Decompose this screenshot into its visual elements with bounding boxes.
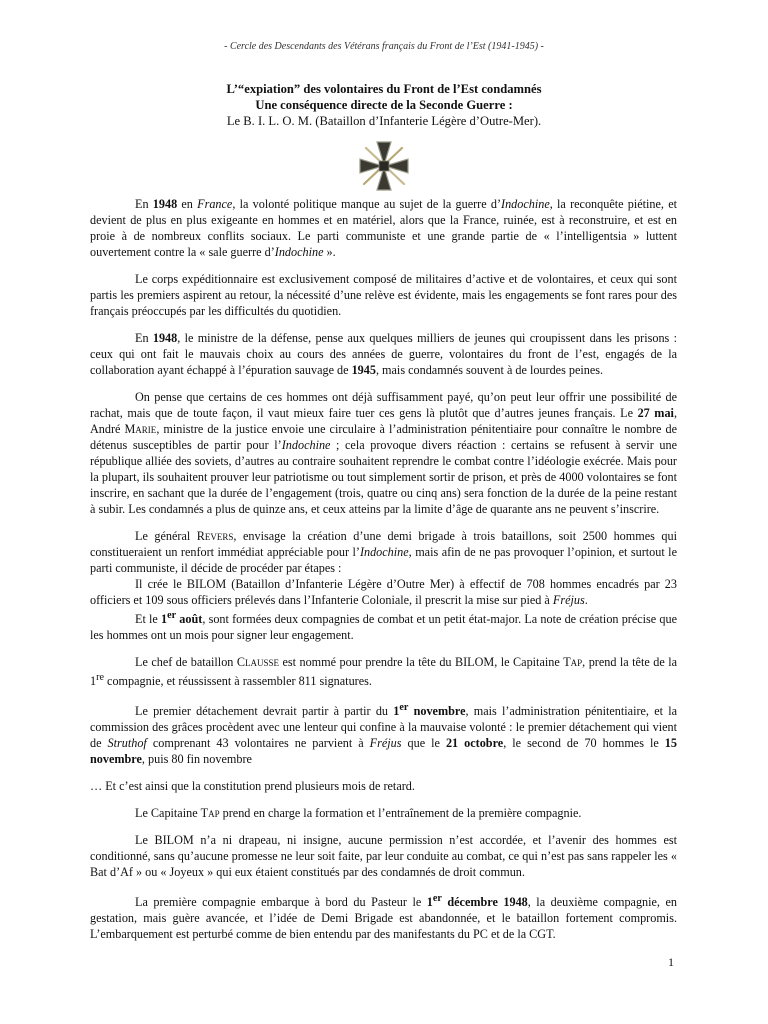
text-run: Il crée le BILOM (Bataillon d’Infanterie Légère d’Outre Mer) à effectif de 708 hommes encadrés par 23 officiers et 109 sous officiers prélevés dans l’Infanterie Coloniale, il prescrit la mise sur pied à <box>90 577 677 607</box>
text-run: , mais l’administration pénitentiaire, et la commission des grâces procèdent avec une lenteur qui confine à la mauvaise volonté : le premier détachement qui vient de <box>90 704 677 751</box>
text-run: Et le <box>135 612 161 627</box>
text-run: Le Capitaine <box>135 806 201 821</box>
title-line-3: Le B. I. L. O. M. (Bataillon d’Infanterie Légère d’Outre-Mer). <box>226 114 542 128</box>
place-text: Indochine <box>359 545 409 559</box>
year-text: 1948 <box>152 197 178 211</box>
date-month: décembre 1948 <box>441 895 528 910</box>
text-run: est nommé pour prendre la tête du BILOM, le Capitaine <box>279 655 564 670</box>
paragraph-9 <box>90 700 677 767</box>
text-run: Le général <box>135 529 197 543</box>
paragraph-10: … Et c’est ainsi que la constitution prend plusieurs mois de retard. <box>90 779 415 794</box>
page-header: - Cercle des Descendants des Vétérans français du Front de l’Est (1941-1945) - <box>224 41 544 52</box>
place-text: Indochine <box>501 197 550 211</box>
place-text: Fréjus <box>552 593 585 607</box>
paragraph-12: Le BILOM n’a ni drapeau, ni insigne, aucune permission n’est accordée, et l’avenir des hommes est conditionné, sans qu’aucune promesse ne leur soit faite, par leur conduite au combat, ce qui n’est pas sans rappeler les « Bat d’Af » ou « Joyeux » qui eux étaient constitués par des condamnés de droit commun. <box>90 833 677 880</box>
paragraph-4 <box>90 389 677 517</box>
text-run: , la volonté politique manque au sujet de la guerre d’ <box>232 197 502 211</box>
person-name: Tap <box>563 655 583 670</box>
date-month: août <box>176 612 203 627</box>
text-run: , la deuxième compagnie, en gestation, mais guère avancée, et l’idée de Demi Brigade est abandonnée, et le bataillon fortement compromis. L’embarquement est perturbé comme de bien entendu par des manifestants du PC et de la CGT. <box>90 895 677 942</box>
text-run: prend en charge la formation et l’entraînement de la première compagnie. <box>219 806 582 821</box>
text-run: , André <box>90 406 677 436</box>
ordinal-suffix: re <box>96 672 104 684</box>
ordinal-suffix: er <box>399 702 409 714</box>
page-number: 1 <box>668 955 674 969</box>
text-run: On pense que certains de ces hommes ont déjà suffisamment payé, qu’on peut leur offrir une possibilité de rachat, mais que de toute façon, il vaut mieux faire tuer ces gens là plutôt que d’autres jeunes français. Le <box>90 390 677 420</box>
date-number: 1 <box>393 704 400 719</box>
paragraph-5 <box>90 528 677 576</box>
text-run: , prend la tête de la 1 <box>90 655 678 689</box>
place-text: Struthof <box>107 736 147 751</box>
place-text: France <box>197 197 233 211</box>
paragraph-7 <box>90 608 677 643</box>
title-line-1: L’“expiation” des volontaires du Front de l’Est condamnés <box>226 82 542 96</box>
title-line-2: Une conséquence directe de la Seconde Guerre : <box>255 98 513 112</box>
person-name: Clausse <box>236 655 279 670</box>
paragraph-11 <box>90 805 677 821</box>
person-name: Revers <box>196 529 234 543</box>
text-run: , mais afin de ne pas provoquer l’opinion, et surtout le parti communiste, il décide de procéder par étapes : <box>90 545 677 575</box>
text-run: , mais condamnés souvent à de lourdes peines. <box>375 363 604 377</box>
text-run: , sont formées deux compagnies de combat et un petit état-major. La note de création précise que les hommes ont un mois pour signer leur engagement. <box>90 612 677 643</box>
text-run: compagnie, et réussissent à rassembler 811 signatures. <box>103 674 372 689</box>
paragraph-8 <box>90 654 677 689</box>
place-text: Indochine <box>281 438 331 452</box>
date-text: 27 mai <box>637 406 674 420</box>
place-text: Indochine <box>274 245 324 259</box>
place-text: Fréjus <box>369 736 402 751</box>
year-text: 1945 <box>351 363 376 377</box>
paragraph-2: Le corps expéditionnaire est exclusivement composé de militaires d’active et de volontaires, et ceux qui sont partis les premiers aspirent au retour, la nécessité d’une relève est évidente, mais les engagements se font rares pour des français préoccupés par les difficultés du quotidien. <box>90 272 677 318</box>
ordinal-suffix: er <box>167 610 177 621</box>
text-run: La première compagnie embarque à bord du Pasteur le <box>135 895 427 910</box>
paragraph-1 <box>90 196 677 260</box>
document-title <box>0 81 768 129</box>
text-run: ». <box>323 245 336 259</box>
date-text: 15 novembre <box>90 736 677 767</box>
date-text: 21 octobre <box>445 736 504 751</box>
text-run: comprenant 43 volontaires ne parvient à <box>146 736 370 751</box>
date-number: 1 <box>426 895 433 910</box>
text-run: En <box>135 331 153 345</box>
person-name: Tap <box>200 806 220 821</box>
person-name: Marie <box>124 422 157 436</box>
text-run: . <box>584 593 588 607</box>
date-text <box>161 612 202 626</box>
text-run: , le ministre de la défense, pense aux quelques milliers de jeunes qui croupissent dans les prisons : ceux qui ont fait le mauvais choix au cours des années de guerre, volontaires du front de l’est, engagés de la collaboration ayant échappé à l’épuration sauvage de <box>90 331 677 377</box>
text-run: , la reconquête piétine, et devient de plus en plus exigeante en hommes et en matériel, alors que la France, ruinée, est à reconstruire, et est en proie à de nombreux conflits sociaux. Le parti communiste et une grande partie de « l’intelligentsia » luttent ouvertement contre la « sale guerre d’ <box>90 197 677 259</box>
paragraph-13 <box>90 891 677 942</box>
text-run: Le premier détachement devrait partir à partir du <box>135 704 394 719</box>
text-run: En <box>135 197 153 211</box>
date-text <box>393 704 465 718</box>
date-month: novembre <box>408 704 466 719</box>
year-text: 1948 <box>152 331 178 345</box>
text-run: , puis 80 fin novembre <box>141 752 252 767</box>
document-body <box>90 196 677 953</box>
date-text <box>427 895 528 909</box>
text-run: Le chef de bataillon <box>135 655 237 670</box>
text-run: , le second de 70 hommes le <box>503 736 665 751</box>
date-number: 1 <box>161 612 168 627</box>
paragraph-3 <box>90 330 677 378</box>
ordinal-suffix: er <box>432 893 442 905</box>
text-run: , ministre de la justice envoie une circulaire à l’administration pénitentiaire pour connaître le nombre de détenus susceptibles de partir pour l’ <box>90 422 677 452</box>
iron-cross-icon <box>358 140 410 192</box>
text-run: , envisage la création d’une demi brigade à trois bataillons, soit 2500 hommes qui constitueraient un renfort immédiat appréciable pour l’ <box>90 529 677 559</box>
text-run: ; cela provoque divers réaction : certains se refusent à servir une république alliée des soviets, d’autres au contraire souhaitent reprendre le combat contre l’idéologie exécrée. Mais pour la plupart, ils souhaitent prouver leur patriotisme ou tout simplement sortir de prison, et près de 4000 volontaires se font inscrire, en sachant que la durée de l’engagement (trois, quatre ou cinq ans) sera fonction de la durée de la peine restant à subir. Les condamnés a plus de quinze ans, et ceux atteins par la limite d’âge de quarante ans ne peuvent s’inscrire. <box>90 438 677 516</box>
text-run: en <box>177 197 198 211</box>
paragraph-6 <box>90 576 677 608</box>
text-run: que le <box>401 736 446 751</box>
